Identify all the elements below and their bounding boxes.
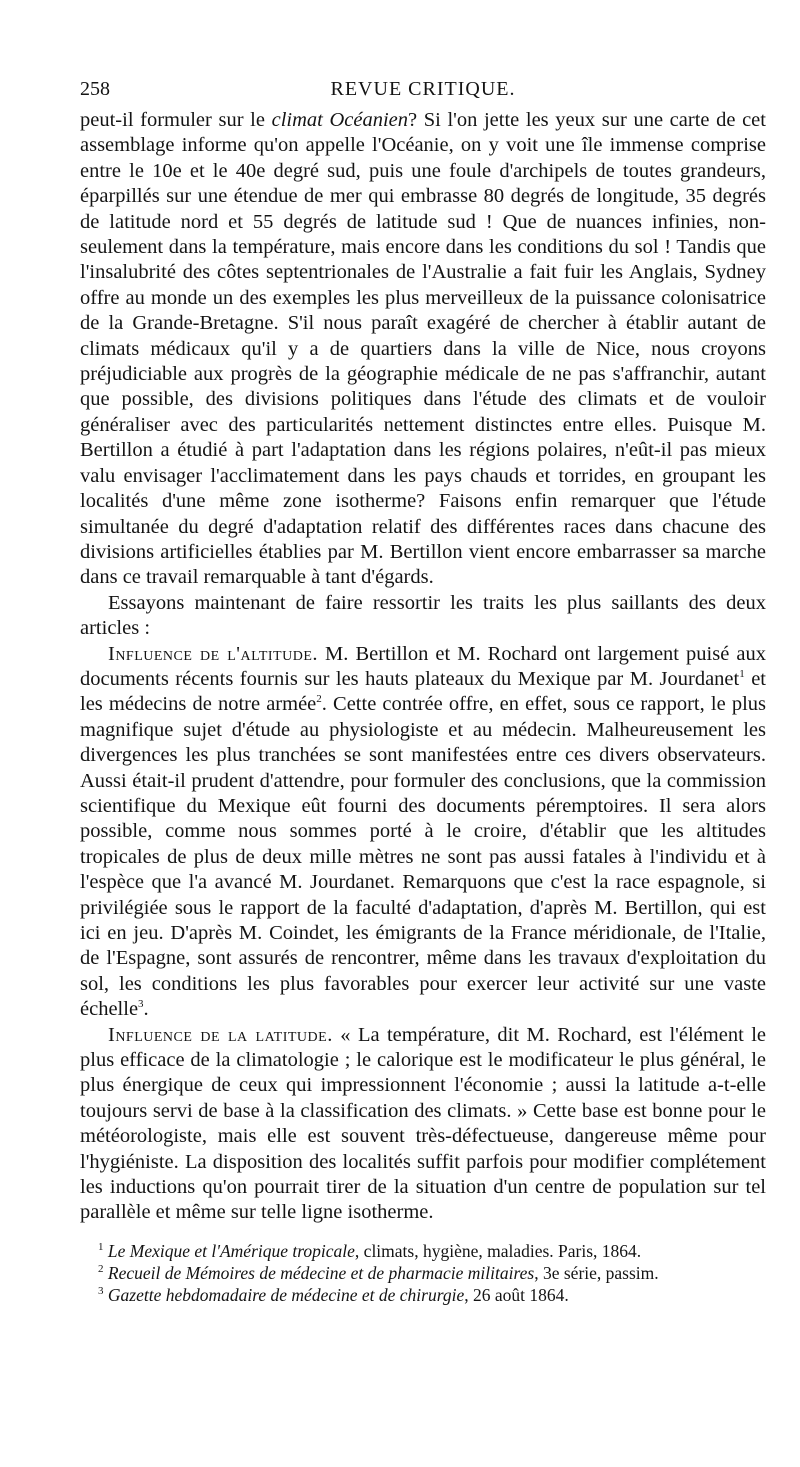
- footnote-marker: 3: [98, 1285, 104, 1298]
- paragraph-climat-oceanien: [80, 108, 766, 591]
- page: [80, 78, 766, 1306]
- paragraph-text: et les médecins de notre armée: [80, 667, 766, 716]
- running-head: [80, 78, 766, 108]
- footnotes: [80, 1240, 766, 1306]
- footnote-marker: 1: [98, 1241, 104, 1254]
- footnote-rest: , climats, hygiène, maladies. Paris, 1864.: [354, 1240, 642, 1261]
- paragraph-altitude: [80, 642, 766, 1023]
- page-number: 258: [80, 78, 110, 100]
- paragraph-text: . Cette contrée offre, en effet, sous ce rapport, le plus magnifique sujet d'étude au physiologiste et au médecin. Malheureusement les divergences les plus tranchées se sont manifestées entre ces divers observateurs. Aussi était-il prudent d'attendre, pour formuler des conclusions, que la commission scientifique du Mexique eût fourni des documents péremptoires. Il sera alors possible, comme nous sommes porté à le croire, d'établir que les altitudes tropicales de plus de deux mille mètres ne sont pas aussi fatales à l'individu et à l'espèce que l'a avancé M. Jourdanet. Remarquons que c'est la race espagnole, si privilégiée sous le rapport de la faculté d'adaptation, d'après M. Bertillon, qui est ici en jeu. D'après M. Coindet, les émigrants de la France méridionale, de l'Italie, de l'Espagne, sont assurés de rencontrer, même dans les travaux d'exploitation du sol, les conditions les plus favorables pour exercer leur activité sur une vaste échelle: [80, 693, 766, 1021]
- paragraph-latitude: [80, 1023, 766, 1226]
- footnote-title: Gazette hebdomadaire de médecine et de chirurgie: [107, 1284, 465, 1305]
- paragraph-text: peut-il formuler sur le: [80, 109, 272, 131]
- footnote-ref[interactable]: 2: [316, 693, 322, 706]
- footnote-marker: 2: [98, 1263, 104, 1276]
- paragraph-essayons: Essayons maintenant de faire ressortir les traits les plus saillants des deux articles :: [80, 591, 766, 640]
- footnote-title: Le Mexique et l'Amérique tropicale: [107, 1240, 355, 1261]
- running-title: REVUE CRITIQUE.: [330, 78, 516, 100]
- paragraph-text: « La température, dit M. Rochard, est l'élément le plus efficace de la climatologie ; le calorique est le modificateur le plus général, le plus énergique de ceux qui impressionnent l'économie ; aussi la latitude a-t-elle toujours servi de base à la classification des climats. » Cette base est bonne pour le météorologiste, mais elle est souvent très-défectueuse, dangereuse même pour l'hygiéniste. La disposition des localités suffit parfois pour modifier complétement les inductions qu'on pourrait tirer de la situation d'un centre de population sur tel parallèle et même sur telle ligne isotherme.: [80, 1023, 766, 1224]
- footnote-ref[interactable]: 1: [739, 668, 745, 681]
- paragraph-text: .: [143, 998, 149, 1021]
- footnote: [98, 1284, 766, 1306]
- paragraph-text: M. Bertillon et M. Rochard ont largement puisé aux documents récents fournis sur les hauts plateaux du Mexique par M. Jourdanet: [80, 642, 766, 690]
- italic-phrase: climat Océanien: [271, 109, 409, 131]
- body-text: [80, 108, 766, 1226]
- footnote-rest: , 26 août 1864.: [464, 1284, 569, 1305]
- paragraph-text: ? Si l'on jette les yeux sur une carte de cet assemblage informe qu'on appelle l'Océanie, on y voit une île immense comprise entre le 10e et le 40e degré sud, puis une foule d'archipels de toutes grandeurs, éparpillés sur une étendue de mer qui embrasse 80 degrés de longitude, 35 degrés de latitude nord et 55 degrés de latitude sud ! Que de nuances infinies, non-seulement dans la température, mais encore dans les conditions du sol ! Tandis que l'insalubrité des côtes septentrionales de l'Australie a fait fuir les Anglais, Sydney offre au monde un des exemples les plus merveilleux de la puissance colonisatrice de la Grande-Bretagne. S'il nous paraît exagéré de chercher à établir autant de climats médicaux qu'il y a de quartiers dans la ville de Nice, nous croyons préjudiciable aux progrès de la géographie médicale de ne pas s'affranchir, autant que possible, des divisions politiques dans l'étude des climats et de vouloir généraliser avec des particularités nettement distinctes entre elles. Puisque M. Bertillon a étudié à part l'adaptation dans les régions polaires, n'eût-il pas mieux valu envisager l'acclimatement dans les pays chauds et torrides, en groupant les localités d'une même zone isotherme? Faisons enfin remarquer que l'étude simultanée du degré d'adaptation relatif des différentes races dans chacune des divisions artificielles établies par M. Bertillon vient encore embarrasser sa marche dans ce travail remarquable à tant d'égards.: [80, 109, 766, 589]
- section-heading-latitude: Influence de la latitude.: [108, 1023, 333, 1046]
- footnote: [98, 1262, 766, 1284]
- section-heading-altitude: Influence de l'altitude.: [108, 642, 318, 665]
- footnote: [98, 1240, 766, 1262]
- footnote-ref[interactable]: 3: [138, 998, 144, 1011]
- footnote-title: Recueil de Mémoires de médecine et de pharmacie militaires: [107, 1262, 535, 1283]
- footnote-rest: , 3e série, passim.: [534, 1262, 659, 1283]
